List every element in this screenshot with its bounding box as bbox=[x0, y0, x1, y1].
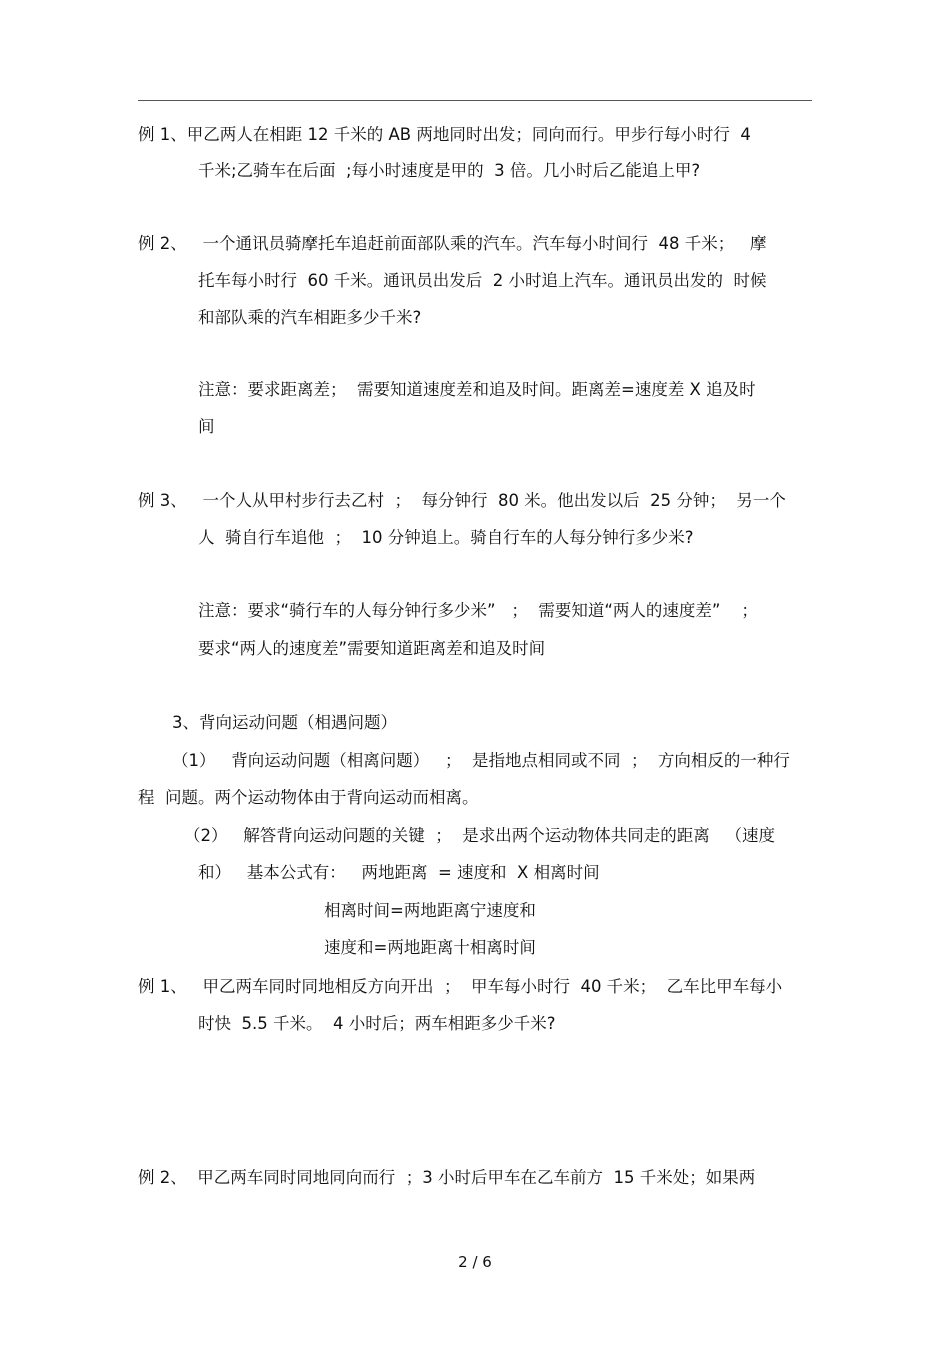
page-number: 2 / 6 bbox=[458, 1253, 492, 1271]
example-2-line-3: 和部队乘的汽车相距多少千米? bbox=[198, 308, 422, 327]
section-3-heading: 3、背向运动问题（相遇问题） bbox=[172, 713, 397, 732]
example-1-line-1: 例 1、甲乙两人在相距 12 千米的 AB 两地同时出发；同向而行。甲步行每小时行 4 bbox=[138, 125, 751, 144]
example-4-line-2: 时快 5.5 千米。 4 小时后；两车相距多少千米? bbox=[198, 1014, 556, 1033]
formula-speed-sum: 速度和=两地距离十相离时间 bbox=[324, 938, 536, 957]
example-3-line-2: 人 骑自行车追他 ； 10 分钟追上。骑自行车的人每分钟行多少米? bbox=[198, 528, 694, 547]
note-1-line-1: 注意：要求距离差； 需要知道速度差和追及时间。距离差=速度差 X 追及时 bbox=[198, 380, 756, 399]
section-3-para-1-line-1: （1） 背向运动问题（相离问题） ； 是指地点相同或不同 ； 方向相反的一种行 bbox=[172, 751, 790, 770]
formula-separation-time: 相离时间=两地距离宁速度和 bbox=[324, 901, 536, 920]
header-rule bbox=[138, 100, 812, 101]
example-4-line-1: 例 1、 甲乙两车同时同地相反方向开出 ； 甲车每小时行 40 千米； 乙车比甲车每小 bbox=[138, 977, 783, 996]
note-2-line-2: 要求“两人的速度差”需要知道距离差和追及时间 bbox=[198, 639, 546, 658]
section-3-para-1-line-2: 程 问题。两个运动物体由于背向运动而相离。 bbox=[138, 788, 479, 807]
note-2-line-1: 注意：要求“骑行车的人每分钟行多少米” ； 需要知道“两人的速度差” ； bbox=[198, 601, 758, 620]
example-2-line-2: 托车每小时行 60 千米。通讯员出发后 2 小时追上汽车。通讯员出发的 时候 bbox=[198, 271, 767, 290]
section-3-para-2-line-1: （2） 解答背向运动问题的关键 ； 是求出两个运动物体共同走的距离 （速度 bbox=[184, 826, 775, 845]
section-3-para-2-line-2: 和） 基本公式有： 两地距离 = 速度和 X 相离时间 bbox=[198, 863, 600, 882]
example-5-line-1: 例 2、 甲乙两车同时同地同向而行 ；3 小时后甲车在乙车前方 15 千米处；如果两 bbox=[138, 1168, 756, 1187]
example-3-line-1: 例 3、 一个人从甲村步行去乙村 ； 每分钟行 80 米。他出发以后 25 分钟； 另一个 bbox=[138, 491, 786, 510]
example-1-line-2: 千米;乙骑车在后面 ;每小时速度是甲的 3 倍。几小时后乙能追上甲? bbox=[198, 161, 701, 180]
note-1-line-2: 间 bbox=[198, 417, 215, 436]
example-2-line-1: 例 2、 一个通讯员骑摩托车追赶前面部队乘的汽车。汽车每小时间行 48 千米； 摩 bbox=[138, 234, 767, 253]
